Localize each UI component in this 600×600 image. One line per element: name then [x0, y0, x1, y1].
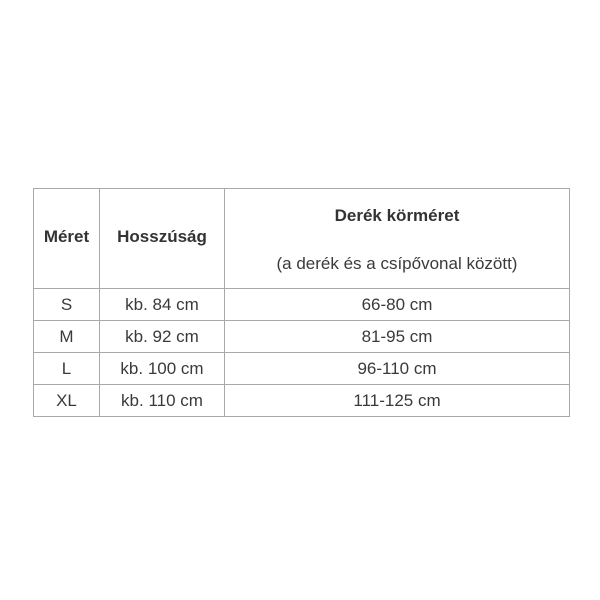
header-length: Hosszúság — [100, 189, 225, 289]
cell-size: M — [34, 321, 100, 353]
table-row — [34, 385, 570, 417]
table-row — [34, 289, 570, 321]
table-row — [34, 321, 570, 353]
cell-size: S — [34, 289, 100, 321]
header-size: Méret — [34, 189, 100, 289]
cell-waist: 81-95 cm — [225, 321, 570, 353]
cell-waist: 66-80 cm — [225, 289, 570, 321]
table-header-row — [34, 189, 570, 289]
cell-length: kb. 92 cm — [100, 321, 225, 353]
header-waist-title: Derék körméret — [334, 205, 460, 225]
table-row — [34, 353, 570, 385]
cell-size: XL — [34, 385, 100, 417]
size-chart-table — [33, 188, 570, 417]
header-waist-subtitle: (a derék és a csípővonal között) — [276, 253, 518, 273]
cell-length: kb. 84 cm — [100, 289, 225, 321]
cell-length: kb. 100 cm — [100, 353, 225, 385]
header-waist — [225, 189, 570, 289]
cell-waist: 96-110 cm — [225, 353, 570, 385]
cell-waist: 111-125 cm — [225, 385, 570, 417]
cell-length: kb. 110 cm — [100, 385, 225, 417]
cell-size: L — [34, 353, 100, 385]
